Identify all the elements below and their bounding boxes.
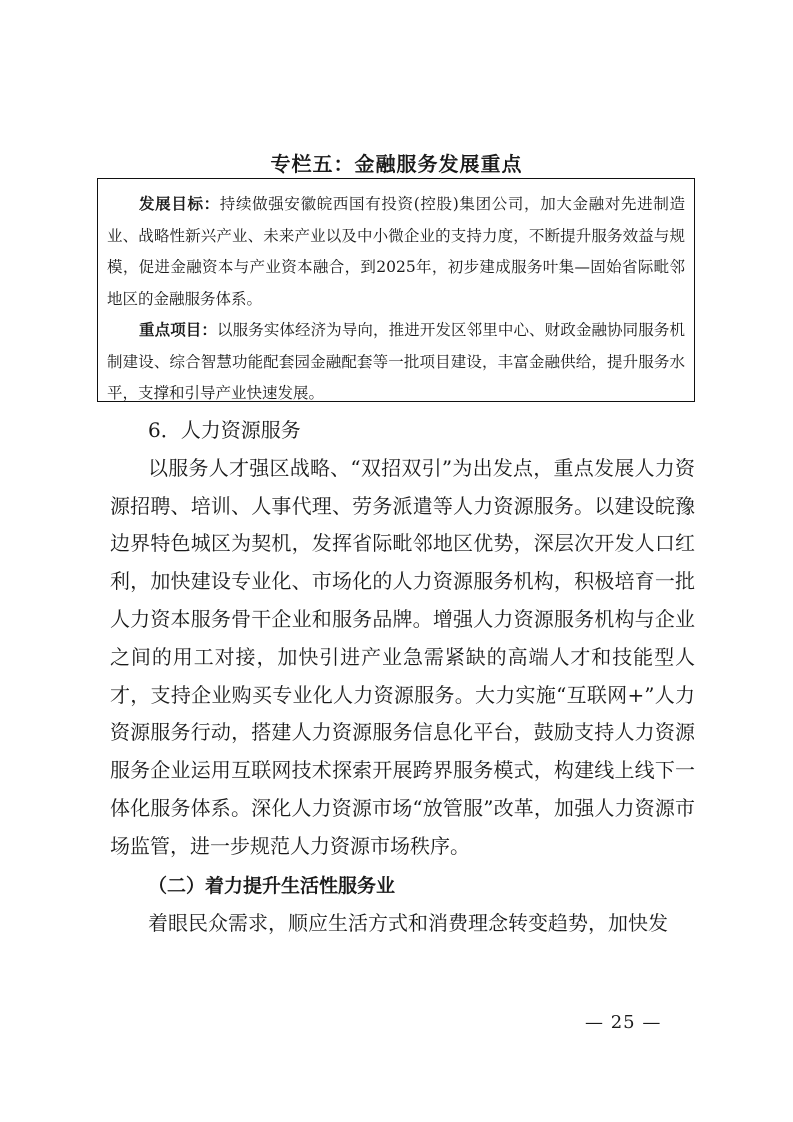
column-box [97, 178, 695, 402]
section-6-heading: 6．人力资源服务 [148, 418, 301, 442]
box-title: 专栏五：金融服务发展重点 [270, 152, 523, 176]
goal-text: 持续做强安徽皖西国有投资(控股)集团公司，加大金融对先进制造业、战略性新兴产业、未来产业以及中小微企业的支持力度，不断提升服务效益与规模，促进金融资本与产业资本融合，到2025年，初步建成服务叶集—固始省际毗邻地区的金融服务体系。 [107, 195, 685, 308]
projects-label: 重点项目： [139, 321, 218, 339]
section-2-heading: （二）着力提升生活性服务业 [148, 874, 396, 897]
section-2-paragraph: 着眼民众需求，顺应生活方式和消费理念转变趋势，加快发 [148, 911, 668, 936]
projects-text: 以服务实体经济为导向，推进开发区邻里中心、财政金融协同服务机制建设、综合智慧功能配套园金融配套等一批项目建设，丰富金融供给，提升服务水平，支撑和引导产业快速发展。 [107, 321, 685, 402]
section-6-paragraph: 以服务人才强区战略、“双招双引”为出发点，重点发展人力资源招聘、培训、人事代理、劳务派遣等人力资源服务。以建设皖豫边界特色城区为契机，发挥省际毗邻地区优势，深层次开发人口红利，加快建设专业化、市场化的人力资源服务机构，积极培育一批人力资本服务骨干企业和服务品牌。增强人力资源服务机构与企业之间的用工对接，加快引进产业急需紧缺的高端人才和技能型人才，支持企业购买专业化人力资源服务。大力实施“互联网+”人力资源服务行动，搭建人力资源服务信息化平台，鼓励支持人力资源服务企业运用互联网技术探索开展跨界服务模式，构建线上线下一体化服务体系。深化人力资源市场“放管服”改革，加强人力资源市场监管，进一步规范人力资源市场秩序。 [110, 455, 695, 858]
goal-label: 发展目标： [139, 195, 220, 213]
body-text [110, 412, 695, 943]
page-number: — 25 — [585, 1012, 662, 1033]
goal-paragraph [107, 189, 685, 315]
projects-paragraph [107, 315, 685, 410]
